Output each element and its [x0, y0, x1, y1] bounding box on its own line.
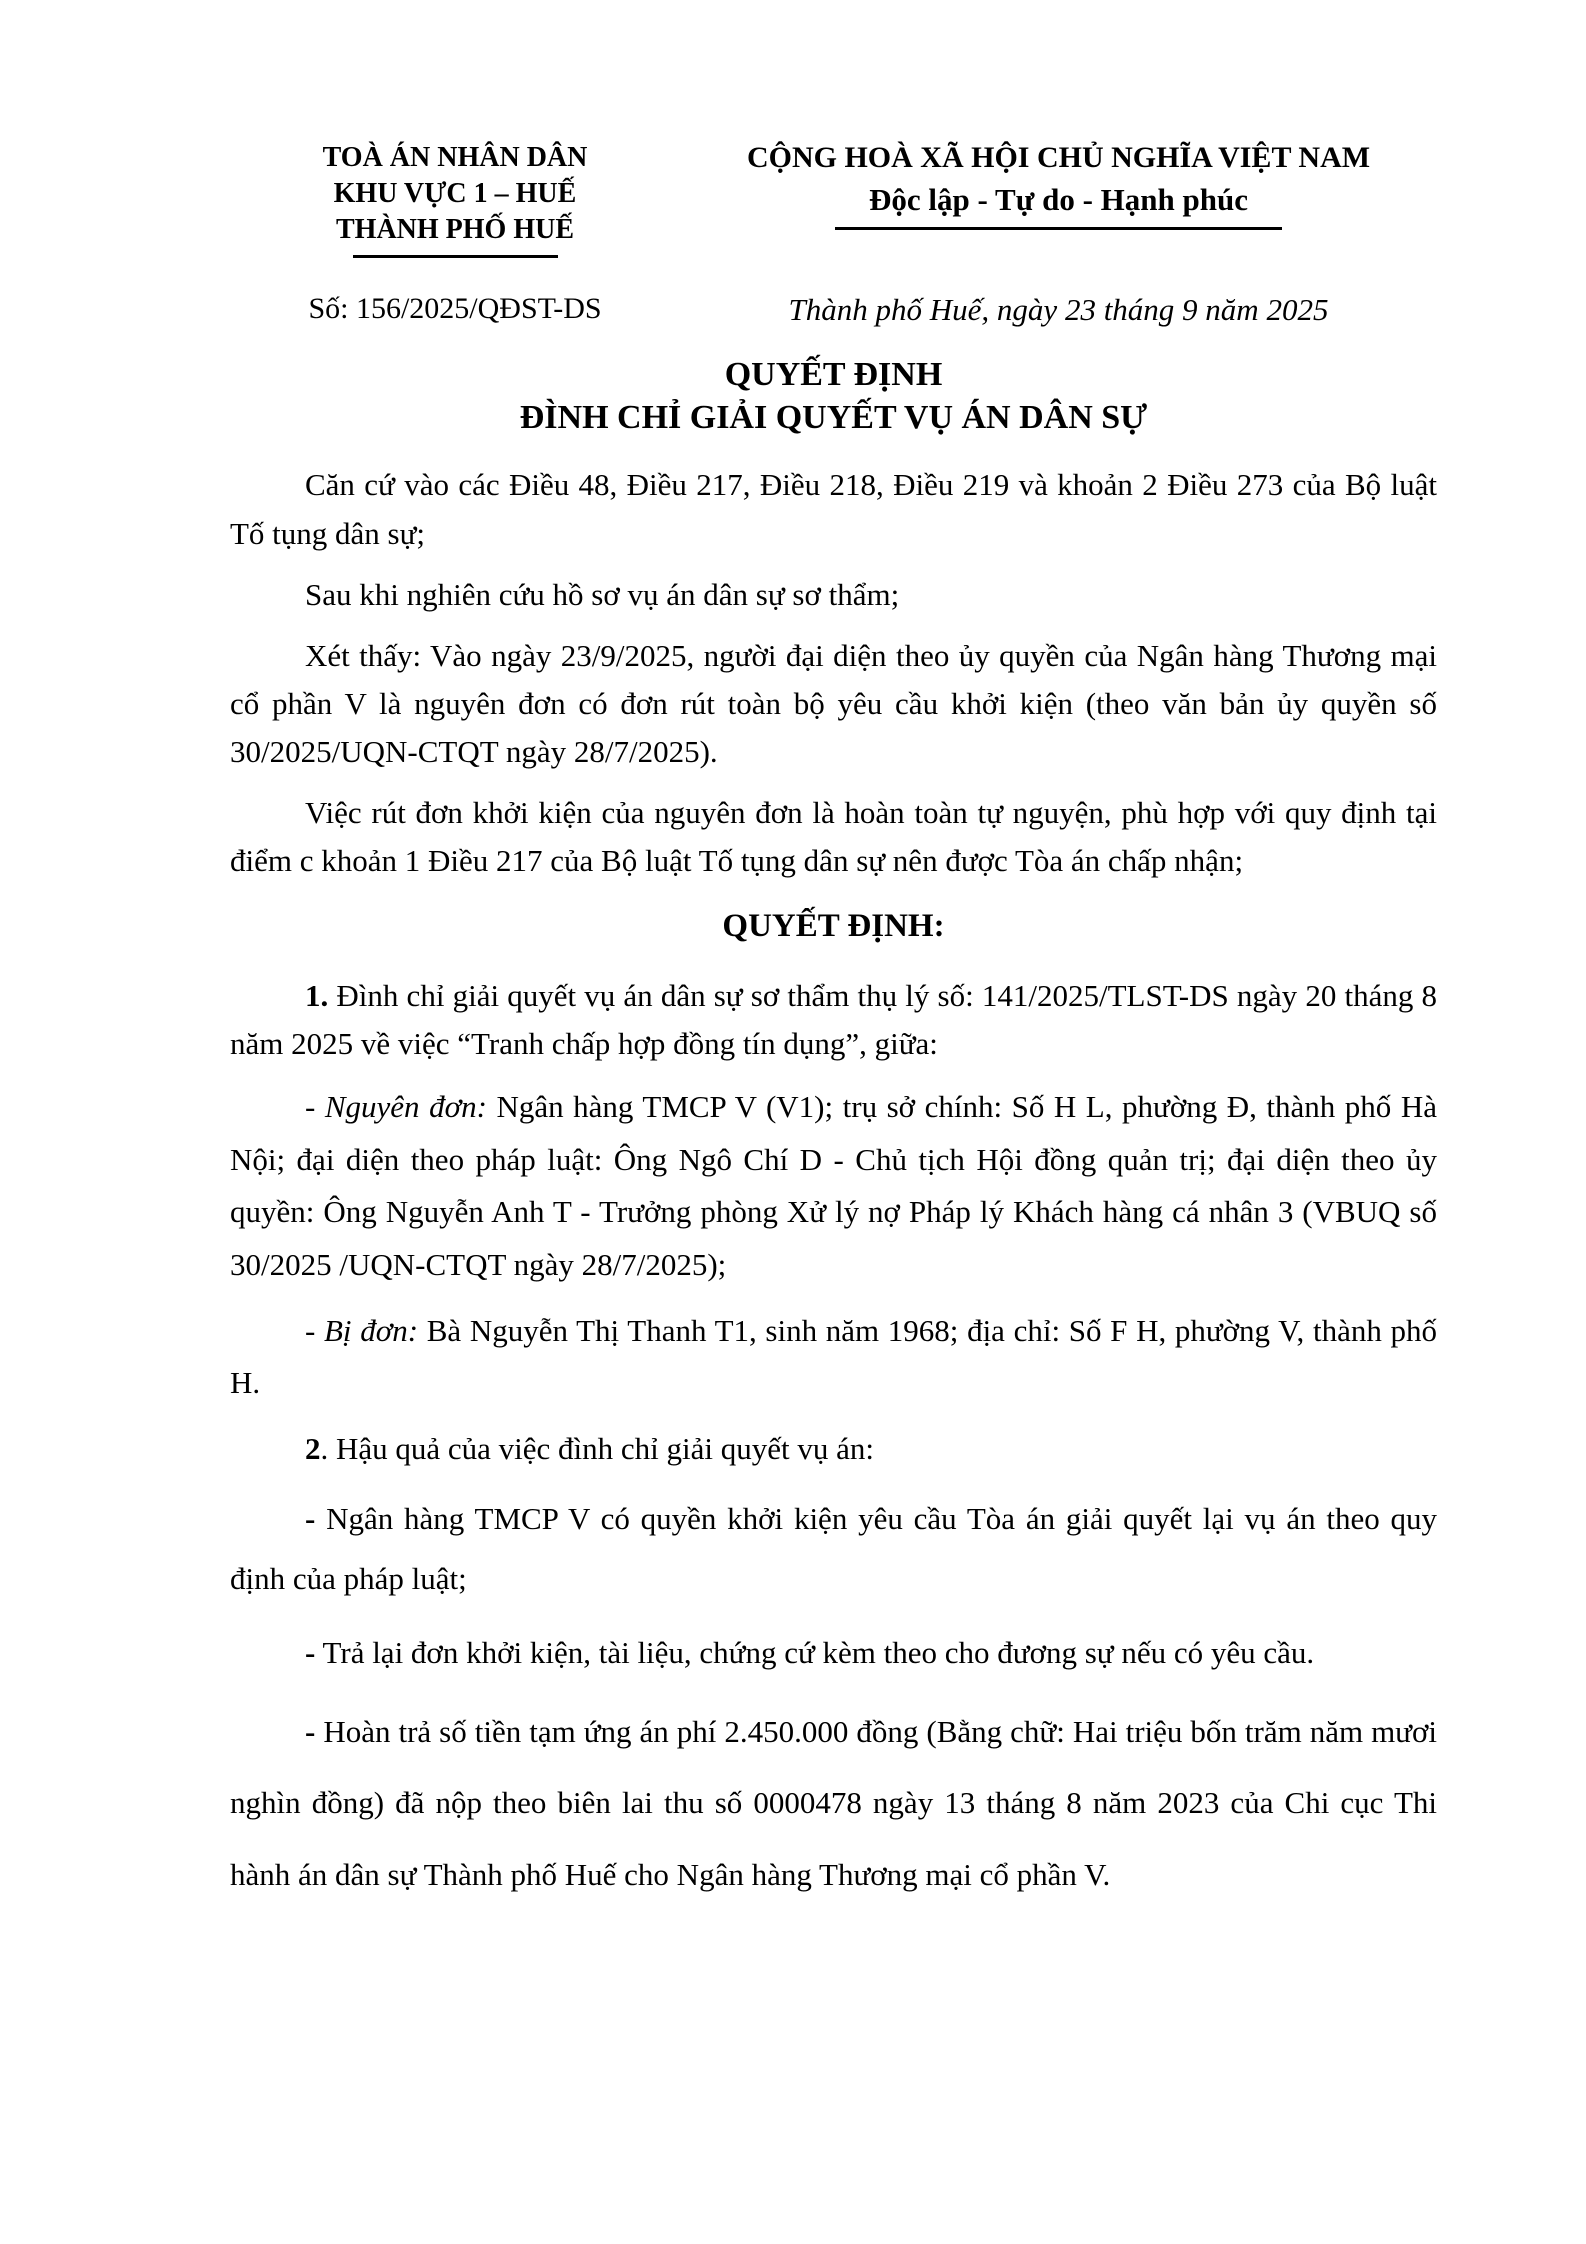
- place-and-date: Thành phố Huế, ngày 23 tháng 9 năm 2025: [788, 292, 1329, 328]
- document-title: [230, 354, 1437, 439]
- number-date-row: [230, 292, 1437, 328]
- paragraph-plaintiff: [230, 1081, 1437, 1292]
- paragraph-consequence-2: [230, 1623, 1437, 1683]
- document-title-line2: ĐÌNH CHỈ GIẢI QUYẾT VỤ ÁN DÂN SỰ: [519, 398, 1148, 436]
- document-title-line1: QUYẾT ĐỊNH: [724, 356, 943, 394]
- paragraph-consequence-3: [230, 1696, 1437, 1910]
- court-block-underline: [353, 255, 558, 258]
- national-title: CỘNG HOÀ XÃ HỘI CHỦ NGHĨA VIỆT NAM: [746, 141, 1371, 174]
- document-header: [230, 140, 1437, 258]
- consequence-3-text: Hoàn trả số tiền tạm ứng án phí 2.450.000 đồng (Bằng chữ: Hai triệu bốn trăm năm mươi nghìn đồng) đã nộp theo biên lai thu số 0000478 ngày 13 tháng 8 năm 2023 của Chi cục Thi hành án dân sự Thành phố Huế cho Ngân hàng Thương mại cổ phần V.: [230, 1713, 1437, 1892]
- paragraph-review: Sau khi nghiên cứu hồ sơ vụ án dân sự sơ thẩm;: [305, 576, 900, 612]
- court-name-line3: THÀNH PHỐ HUẾ: [335, 213, 574, 245]
- consequence-2-dash: -: [305, 1634, 316, 1670]
- plaintiff-dash: -: [305, 1088, 325, 1124]
- issuing-court-block: [230, 140, 680, 258]
- consequence-3-dash: -: [305, 1713, 316, 1749]
- item-1-number: 1.: [305, 977, 329, 1013]
- plaintiff-text: Ngân hàng TMCP V (V1); trụ sở chính: Số H L, phường Đ, thành phố Hà Nội; đại diện theo pháp luật: Ông Ngô Chí D - Chủ tịch Hội đồng quản trị; đại diện theo ủy quyền: Ông Nguyễn Anh T - Trưởng phòng Xử lý nợ Pháp lý Khách hàng cá nhân 3 (VBUQ số 30/2025 /UQN-CTQT ngày 28/7/2025);: [230, 1088, 1437, 1282]
- court-name-line2: KHU VỰC 1 – HUẾ: [333, 177, 577, 209]
- defendant-text: Bà Nguyễn Thị Thanh T1, sinh năm 1968; địa chỉ: Số F H, phường V, thành phố H.: [230, 1312, 1438, 1401]
- court-name-line1: TOÀ ÁN NHÂN DÂN: [322, 142, 588, 173]
- consequence-2-text: Trả lại đơn khởi kiện, tài liệu, chứng cứ kèm theo cho đương sự nếu có yêu cầu.: [315, 1634, 1315, 1670]
- defendant-dash: -: [305, 1312, 324, 1348]
- consequence-1-text: Ngân hàng TMCP V có quyền khởi kiện yêu cầu Tòa án giải quyết lại vụ án theo quy định của pháp luật;: [230, 1500, 1437, 1597]
- paragraph-finding-1: Xét thấy: Vào ngày 23/9/2025, người đại diện theo ủy quyền của Ngân hàng Thương mại cổ phần V là nguyên đơn có đơn rút toàn bộ yêu cầu khởi kiện (theo văn bản ủy quyền số 30/2025/UQN-CTQT ngày 28/7/2025).: [230, 637, 1437, 769]
- defendant-label: Bị đơn:: [324, 1312, 419, 1348]
- national-motto: Độc lập - Tự do - Hạnh phúc: [835, 181, 1282, 230]
- paragraph-consequence-1: [230, 1489, 1437, 1610]
- paragraph-legal-basis: Căn cứ vào các Điều 48, Điều 217, Điều 218, Điều 219 và khoản 2 Điều 273 của Bộ luật Tố tụng dân sự;: [230, 467, 1437, 551]
- document-number: Số: 156/2025/QĐST-DS: [308, 292, 602, 326]
- plaintiff-label: Nguyên đơn:: [324, 1088, 487, 1124]
- item-2-number: 2: [305, 1430, 321, 1466]
- item-1-text: Đình chỉ giải quyết vụ án dân sự sơ thẩm thụ lý số: 141/2025/TLST-DS ngày 20 tháng 8 năm 2025 về việc “Tranh chấp hợp đồng tín dụng”, giữa:: [230, 977, 1437, 1061]
- consequence-1-dash: -: [305, 1500, 316, 1536]
- paragraph-defendant: [230, 1305, 1437, 1410]
- paragraph-finding-2: Việc rút đơn khởi kiện của nguyên đơn là hoàn toàn tự nguyện, phù hợp với quy định tại điểm c khoản 1 Điều 217 của Bộ luật Tố tụng dân sự nên được Tòa án chấp nhận;: [230, 794, 1437, 878]
- national-motto-block: [680, 140, 1437, 258]
- item-2-text: . Hậu quả của việc đình chỉ giải quyết vụ án:: [320, 1430, 875, 1466]
- paragraph-item-2: [230, 1423, 1437, 1476]
- decides-heading: QUYẾT ĐỊNH:: [722, 907, 945, 944]
- document-body: [230, 461, 1437, 1909]
- paragraph-item-1: [230, 972, 1437, 1068]
